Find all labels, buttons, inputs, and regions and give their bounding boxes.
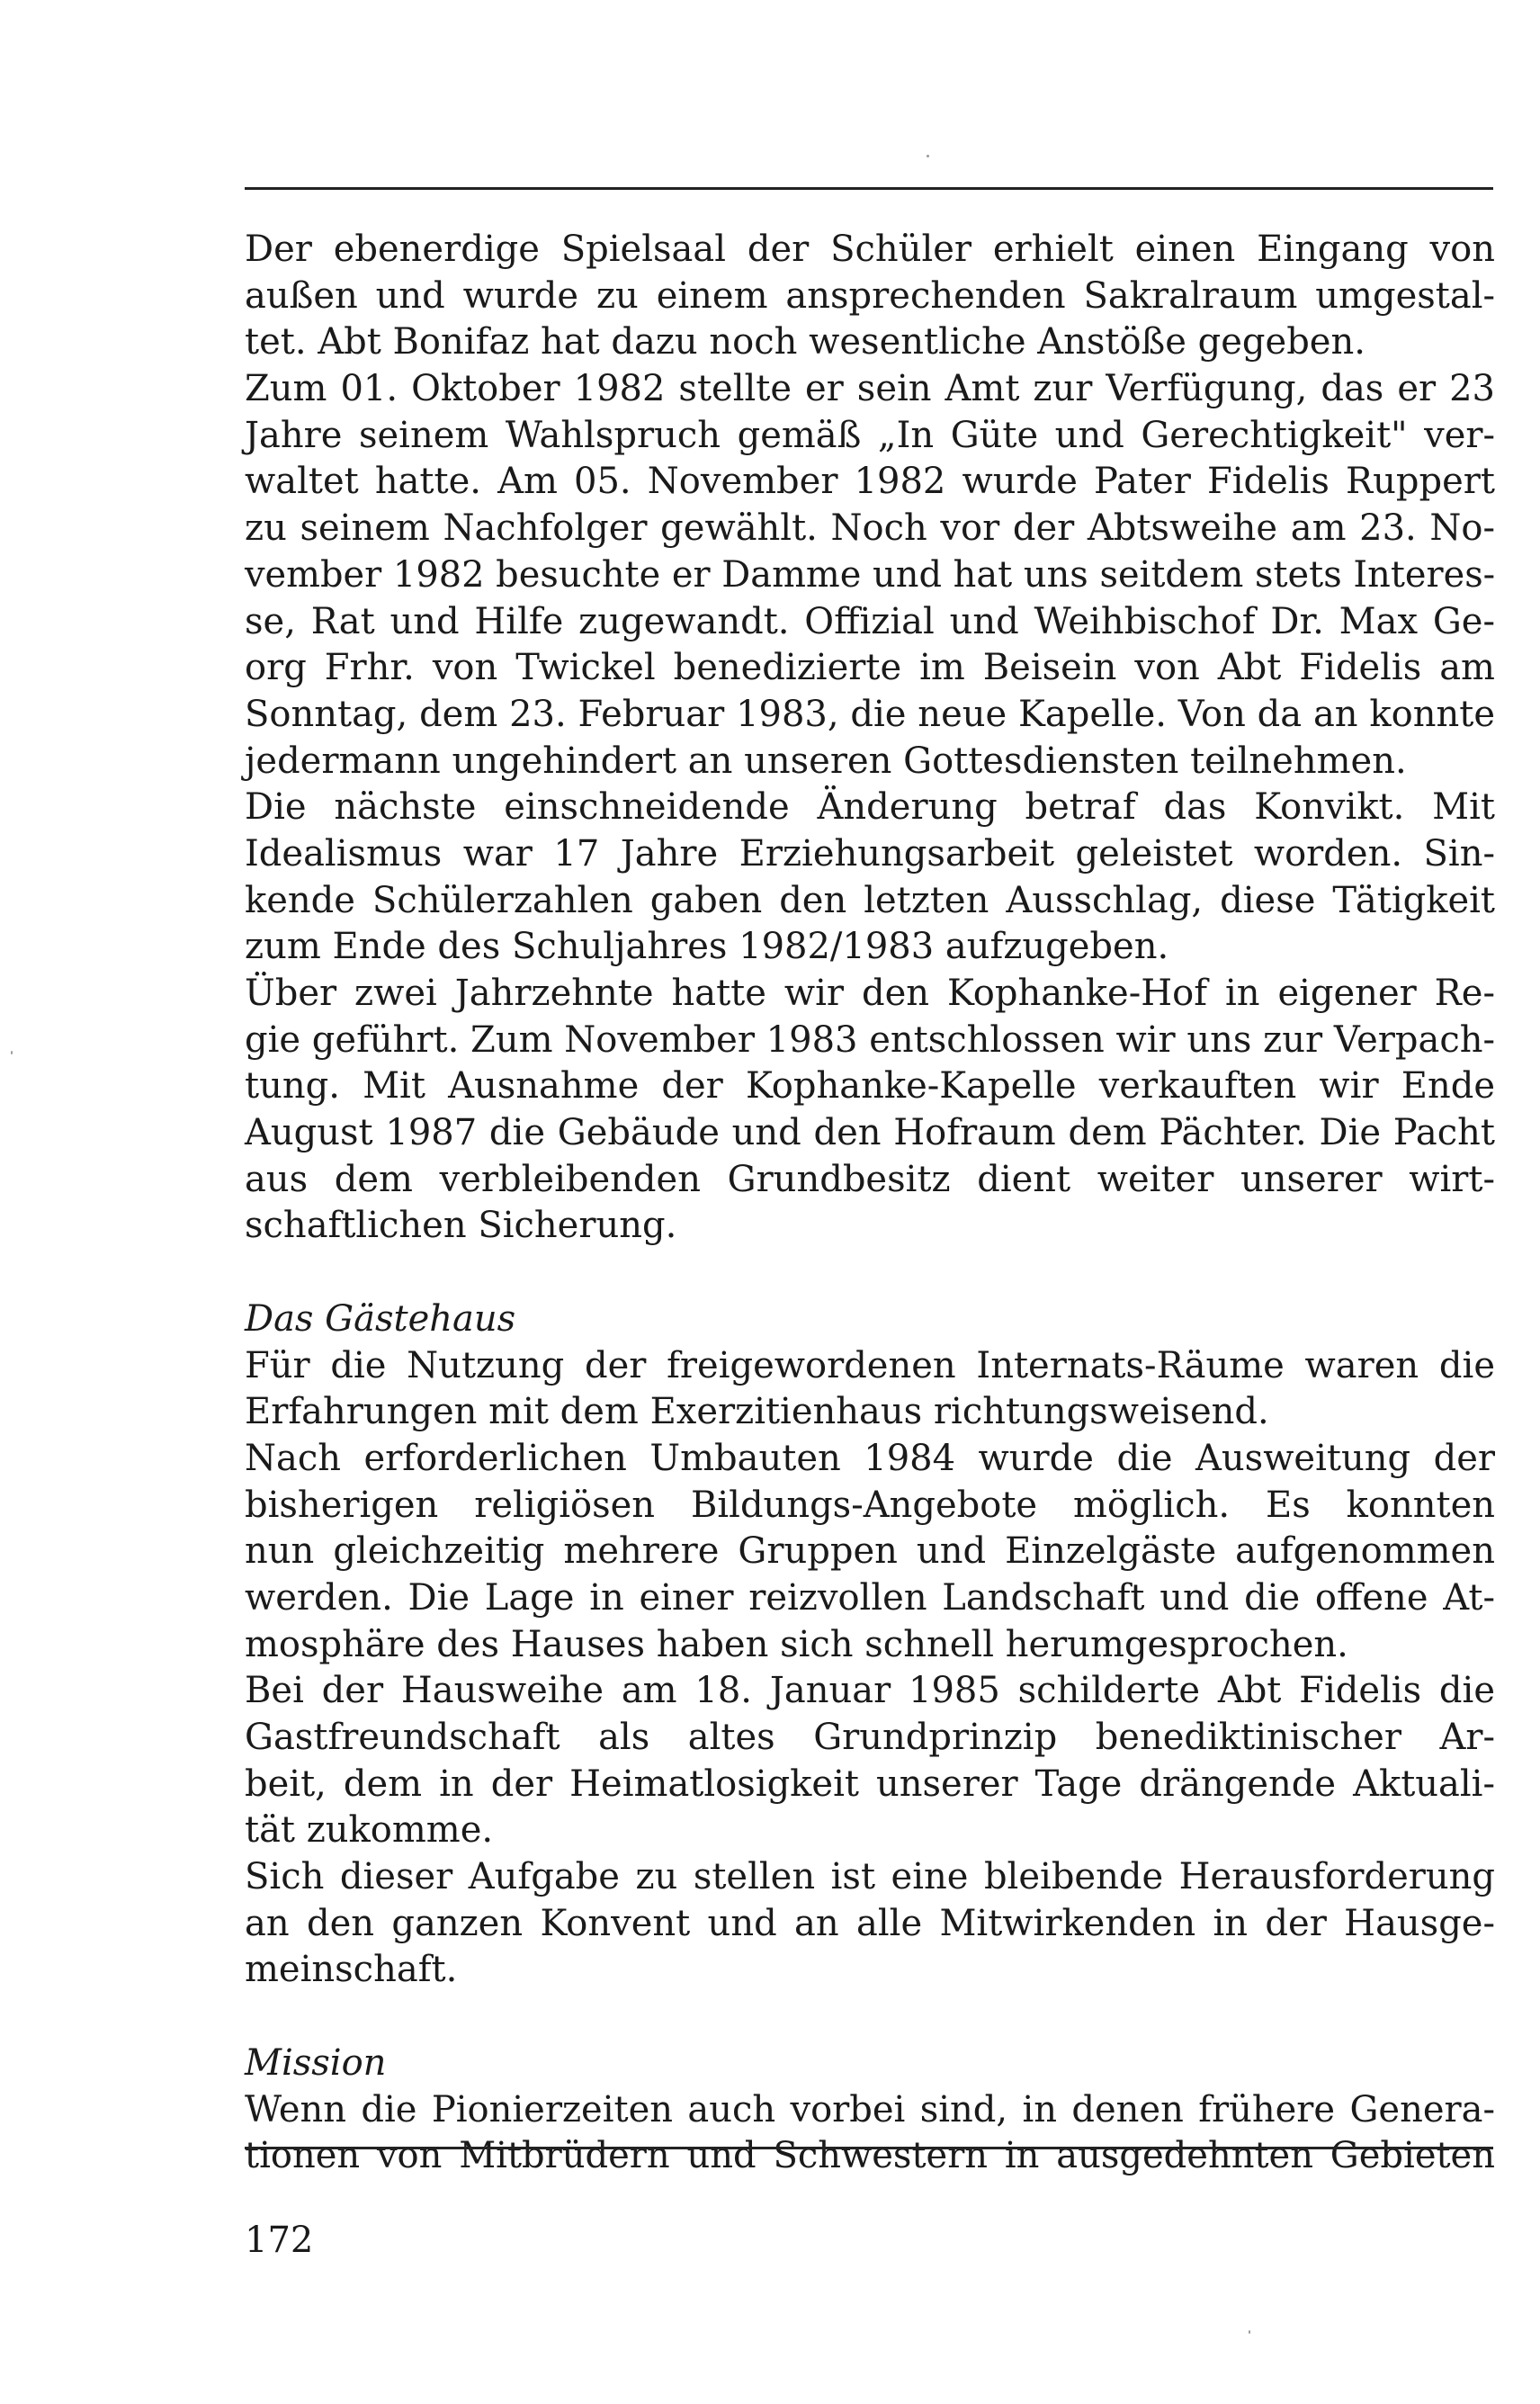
text-line: Der ebenerdige Spielsaal der Schüler erhielt einen Eingang von <box>245 229 1495 270</box>
text-line: Sich dieser Aufgabe zu stellen ist eine bleibende Herausforderung <box>245 1856 1495 1898</box>
section-gap <box>245 1994 1495 2041</box>
text-line: werden. Die Lage in einer reizvollen Landschaft und die offene At- <box>245 1576 1495 1619</box>
text-line: Zum 01. Oktober 1982 stellte er sein Amt zur Verfügung, das er 23 <box>245 368 1495 410</box>
text-line: tung. Mit Ausnahme der Kophanke-Kapelle verkauften wir Ende <box>245 1065 1495 1108</box>
text-line: Jahre seinem Wahlspruch gemäß „In Güte und Gerechtigkeit" ver- <box>245 414 1495 456</box>
text-line: außen und wurde zu einem ansprechenden Sakralraum umgestal- <box>245 274 1495 317</box>
text-line: Wenn die Pionierzeiten auch vorbei sind, in denen frühere Genera- <box>245 2088 1495 2130</box>
text-line: an den ganzen Konvent und an alle Mitwirkenden in der Hausge- <box>245 1902 1495 1944</box>
text-line: meinschaft. <box>245 1949 458 1991</box>
section-gap <box>245 1250 1495 1296</box>
text-line: Bei der Hausweihe am 18. Januar 1985 schilderte Abt Fidelis die <box>245 1670 1495 1712</box>
text-line: mosphäre des Hauses haben sich schnell herumgesprochen. <box>245 1623 1348 1665</box>
text-line: schaftlichen Sicherung. <box>245 1205 677 1247</box>
section-heading: Das Gästehaus <box>245 1297 516 1340</box>
text-line: beit, dem in der Heimatlosigkeit unserer Tage drängende Aktuali- <box>245 1763 1495 1805</box>
text-line: August 1987 die Gebäude und den Hofraum dem Pächter. Die Pacht <box>245 1112 1495 1154</box>
page-number: 172 <box>245 2220 314 2261</box>
text-line: Über zwei Jahrzehnte hatte wir den Kophanke-Hof in eigener Re- <box>245 973 1495 1014</box>
text-line: tionen von Mitbrüdern und Schwestern in ausgedehnten Gebieten <box>245 2135 1495 2177</box>
text-line: bisherigen religiösen Bildungs-Angebote möglich. Es konnten <box>245 1484 1495 1526</box>
text-line: zum Ende des Schuljahres 1982/1983 aufzugeben. <box>245 926 1169 968</box>
top-rule <box>245 187 1493 190</box>
text-line: Die nächste einschneidende Änderung betraf das Konvikt. Mit <box>245 786 1495 829</box>
paper-speck <box>11 1051 13 1054</box>
bottom-rule <box>245 2147 1493 2149</box>
text-line: gie geführt. Zum November 1983 entschlossen wir uns zur Verpach- <box>245 1018 1495 1061</box>
text-line: Nach erforderlichen Umbauten 1984 wurde die Ausweitung der <box>245 1437 1495 1479</box>
text-line: se, Rat und Hilfe zugewandt. Offizial und Weihbischof Dr. Max Ge- <box>245 600 1495 642</box>
text-line: tät zukomme. <box>245 1809 494 1852</box>
text-line: kende Schülerzahlen gaben den letzten Ausschlag, diese Tätigkeit <box>245 879 1495 921</box>
text-line: Sonntag, dem 23. Februar 1983, die neue Kapelle. Von da an konnte <box>245 693 1495 735</box>
text-line: org Frhr. von Twickel benedizierte im Beisein von Abt Fidelis am <box>245 647 1495 689</box>
text-line: vember 1982 besuchte er Damme und hat uns seitdem stets Interes- <box>245 553 1496 596</box>
text-line: tet. Abt Bonifaz hat dazu noch wesentliche Anstöße gegeben. <box>245 321 1365 363</box>
section-heading: Mission <box>245 2041 387 2084</box>
body-text <box>245 227 1495 2180</box>
text-line: zu seinem Nachfolger gewählt. Noch vor der Abtsweihe am 23. No- <box>245 507 1495 550</box>
text-line: jedermann ungehindert an unseren Gottesdiensten teilnehmen. <box>245 740 1407 782</box>
paper-speck <box>927 155 929 157</box>
text-line: nun gleichzeitig mehrere Gruppen und Einzelgäste aufgenommen <box>245 1530 1495 1573</box>
text-line: aus dem verbleibenden Grundbesitz dient weiter unserer wirt- <box>245 1158 1495 1200</box>
text-line: Gastfreundschaft als altes Grundprinzip benediktinischer Ar- <box>245 1717 1495 1758</box>
text-line: waltet hatte. Am 05. November 1982 wurde Pater Fidelis Ruppert <box>245 461 1495 503</box>
text-line: Idealismus war 17 Jahre Erziehungsarbeit geleistet worden. Sin- <box>245 832 1495 875</box>
text-line: Für die Nutzung der freigewordenen Internats-Räume waren die <box>245 1344 1495 1386</box>
text-line: Erfahrungen mit dem Exerzitienhaus richtungsweisend. <box>245 1391 1269 1433</box>
paper-speck <box>1249 2330 1250 2334</box>
